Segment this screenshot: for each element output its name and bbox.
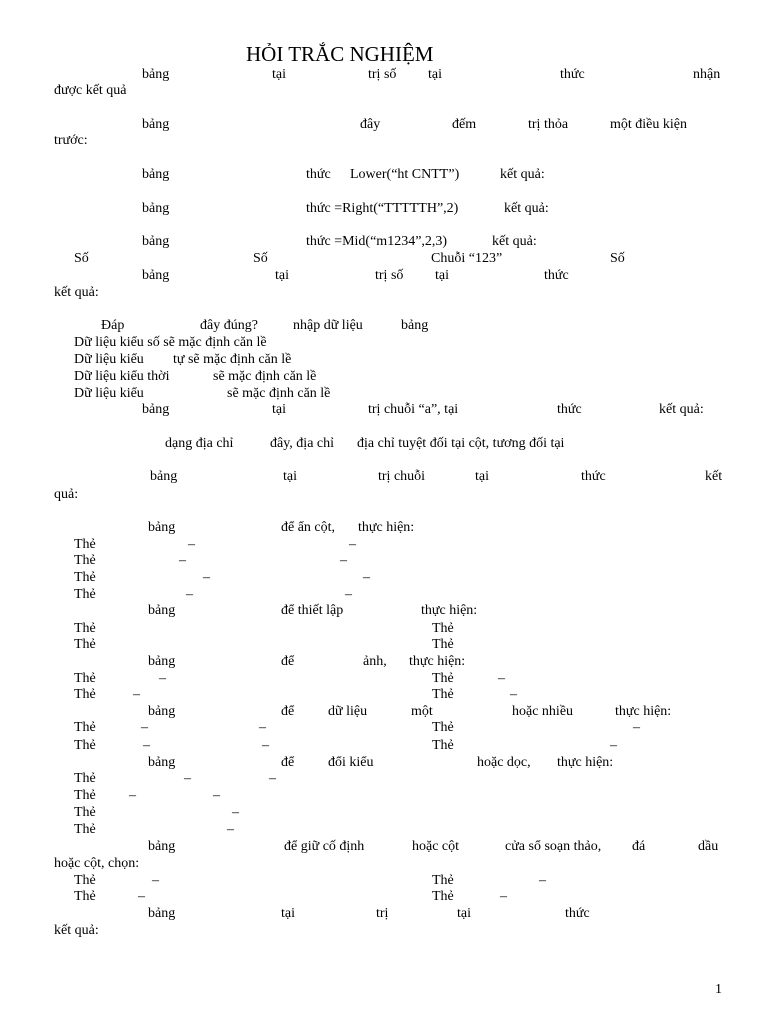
text-fragment: thức xyxy=(557,402,582,417)
text-fragment: bảng xyxy=(142,117,170,132)
text-fragment: – xyxy=(539,873,546,888)
text-fragment: bảng xyxy=(142,67,170,82)
text-fragment: được kết quả xyxy=(54,83,127,98)
text-fragment: Thẻ xyxy=(432,621,454,636)
text-fragment: – xyxy=(510,687,517,702)
text-fragment: thức xyxy=(544,268,569,283)
text-fragment: kết quả: xyxy=(504,201,549,216)
text-fragment: thực hiện: xyxy=(358,520,415,535)
text-fragment: đây xyxy=(360,117,381,132)
text-fragment: đổi kiểu xyxy=(328,755,374,770)
text-fragment: tự sẽ mặc định căn lề xyxy=(173,352,292,367)
text-fragment: – xyxy=(152,873,159,888)
text-fragment: Thẻ xyxy=(74,720,96,735)
text-fragment: Thẻ xyxy=(74,671,96,686)
text-fragment: thức xyxy=(565,906,590,921)
text-fragment: trị thỏa xyxy=(528,117,569,132)
text-fragment: thức xyxy=(581,469,606,484)
text-fragment: sẽ mặc định căn lề xyxy=(213,369,317,384)
text-fragment: Số xyxy=(610,251,625,266)
text-fragment: – xyxy=(186,587,193,602)
text-fragment: để giữ cố định xyxy=(284,839,365,854)
text-fragment: Thẻ xyxy=(74,788,96,803)
text-fragment: thức xyxy=(560,67,585,82)
text-fragment: bảng xyxy=(148,906,176,921)
text-fragment: Thẻ xyxy=(74,873,96,888)
text-fragment: tại xyxy=(275,268,289,283)
text-fragment: một xyxy=(411,704,433,719)
text-fragment: kết quả: xyxy=(500,167,545,182)
text-fragment: hoặc cột, chọn: xyxy=(54,856,140,871)
text-fragment: dầu xyxy=(698,839,719,854)
text-fragment: Số xyxy=(253,251,268,266)
text-fragment: Lower(“ht CNTT”) xyxy=(350,167,460,182)
text-fragment: kết xyxy=(705,469,723,484)
text-fragment: Dữ liệu kiểu thời xyxy=(74,369,170,384)
text-fragment: – xyxy=(133,687,140,702)
text-fragment: trước: xyxy=(54,133,88,148)
text-fragment: tại xyxy=(475,469,489,484)
text-fragment: – xyxy=(269,771,276,786)
text-fragment: cửa sổ soạn thảo, xyxy=(505,839,602,854)
text-fragment: – xyxy=(184,771,191,786)
text-fragment: để xyxy=(281,755,295,770)
text-fragment: tại xyxy=(281,906,295,921)
text-fragment: Thẻ xyxy=(74,637,96,652)
text-fragment: – xyxy=(179,553,186,568)
text-fragment: Thẻ xyxy=(432,687,454,702)
page-number: 1 xyxy=(715,982,722,997)
text-fragment: đây, địa chỉ xyxy=(270,436,335,451)
page-title: HỎI TRẮC NGHIỆM xyxy=(246,42,434,66)
text-fragment: dữ liệu xyxy=(328,704,368,719)
text-fragment: để thiết lập xyxy=(281,603,344,618)
text-fragment: tại xyxy=(283,469,297,484)
text-fragment: kết quả: xyxy=(54,923,99,938)
text-fragment: thức =Mid(“m1234”,2,3) xyxy=(306,234,448,249)
text-fragment: – xyxy=(610,738,617,753)
text-fragment: – xyxy=(498,671,505,686)
text-fragment: Thẻ xyxy=(74,889,96,904)
text-fragment: dạng địa chỉ xyxy=(165,436,234,451)
text-fragment: – xyxy=(188,537,195,552)
text-fragment: – xyxy=(262,738,269,753)
text-fragment: bảng xyxy=(142,167,170,182)
text-fragment: Thẻ xyxy=(432,873,454,888)
text-fragment: – xyxy=(129,788,136,803)
text-fragment: trị chuỗi xyxy=(378,469,426,484)
text-fragment: Dữ liệu kiểu số sẽ mặc định căn lề xyxy=(74,335,267,350)
text-fragment: bảng xyxy=(148,755,176,770)
text-fragment: kết quả: xyxy=(659,402,704,417)
text-fragment: đá xyxy=(632,839,646,854)
text-fragment: Thẻ xyxy=(432,738,454,753)
text-fragment: bảng xyxy=(142,402,170,417)
text-fragment: Chuỗi “123” xyxy=(431,251,503,266)
text-fragment: ảnh, xyxy=(363,654,387,669)
text-fragment: – xyxy=(232,805,239,820)
text-fragment: Thẻ xyxy=(74,805,96,820)
text-fragment: đây đúng? xyxy=(200,318,258,333)
text-fragment: trị xyxy=(376,906,389,921)
text-fragment: nhập dữ liệu xyxy=(293,318,363,333)
text-fragment: Thẻ xyxy=(432,671,454,686)
text-fragment: Thẻ xyxy=(432,720,454,735)
text-fragment: thực hiện: xyxy=(557,755,614,770)
text-fragment: – xyxy=(340,553,347,568)
text-fragment: để xyxy=(281,704,295,719)
text-fragment: thực hiện: xyxy=(421,603,478,618)
text-fragment: – xyxy=(500,889,507,904)
text-fragment: Thẻ xyxy=(74,587,96,602)
text-fragment: Dữ liệu kiểu xyxy=(74,386,144,401)
text-fragment: Số xyxy=(74,251,89,266)
text-fragment: bảng xyxy=(150,469,178,484)
text-fragment: thực hiện: xyxy=(615,704,672,719)
text-fragment: kết quả: xyxy=(492,234,537,249)
text-fragment: tại xyxy=(272,402,286,417)
text-fragment: Đáp xyxy=(101,318,125,333)
text-fragment: – xyxy=(143,738,150,753)
text-fragment: Thẻ xyxy=(432,637,454,652)
text-fragment: bảng xyxy=(148,603,176,618)
text-fragment: hoặc nhiều xyxy=(512,704,574,719)
text-fragment: – xyxy=(349,537,356,552)
text-fragment: Thẻ xyxy=(74,570,96,585)
text-fragment: hoặc cột xyxy=(412,839,460,854)
text-fragment: tại xyxy=(272,67,286,82)
text-fragment: tại xyxy=(428,67,442,82)
text-fragment: bảng xyxy=(142,268,170,283)
text-fragment: Thẻ xyxy=(74,537,96,552)
text-fragment: Thẻ xyxy=(74,621,96,636)
text-fragment: bảng xyxy=(142,201,170,216)
text-fragment: – xyxy=(227,822,234,837)
text-fragment: tại xyxy=(457,906,471,921)
text-fragment: nhận xyxy=(693,67,721,82)
text-fragment: để xyxy=(281,654,295,669)
text-fragment: – xyxy=(259,720,266,735)
text-fragment: trị số xyxy=(375,268,404,283)
text-fragment: bảng xyxy=(148,839,176,854)
text-fragment: thực hiện: xyxy=(409,654,466,669)
text-fragment: địa chỉ tuyệt đối tại cột, tương đối tại xyxy=(357,436,565,451)
text-fragment: – xyxy=(138,889,145,904)
text-fragment: – xyxy=(345,587,352,602)
text-fragment: quả: xyxy=(54,487,79,502)
text-fragment: – xyxy=(141,720,148,735)
text-fragment: – xyxy=(633,720,640,735)
text-fragment: bảng xyxy=(148,654,176,669)
text-fragment: bảng xyxy=(401,318,429,333)
text-fragment: bảng xyxy=(148,520,176,535)
text-fragment: đếm xyxy=(452,117,477,132)
text-fragment: – xyxy=(213,788,220,803)
text-fragment: tại xyxy=(435,268,449,283)
text-fragment: trị chuỗi “a”, tại xyxy=(368,402,459,417)
text-fragment: thức =Right(“TTTTTH”,2) xyxy=(306,201,459,216)
text-fragment: bảng xyxy=(148,704,176,719)
text-fragment: Thẻ xyxy=(432,889,454,904)
text-fragment: – xyxy=(203,570,210,585)
text-fragment: – xyxy=(363,570,370,585)
text-fragment: hoặc dọc, xyxy=(477,755,531,770)
text-fragment: trị số xyxy=(368,67,397,82)
text-fragment: bảng xyxy=(142,234,170,249)
text-fragment: Thẻ xyxy=(74,822,96,837)
text-fragment: để ẩn cột, xyxy=(281,520,336,535)
text-fragment: Thẻ xyxy=(74,738,96,753)
text-fragment: Thẻ xyxy=(74,553,96,568)
text-fragment: kết quả: xyxy=(54,285,99,300)
text-fragment: – xyxy=(159,671,166,686)
text-fragment: Dữ liệu kiểu xyxy=(74,352,144,367)
text-fragment: Thẻ xyxy=(74,771,96,786)
text-fragment: thức xyxy=(306,167,331,182)
text-fragment: một điều kiện xyxy=(610,117,687,132)
text-fragment: sẽ mặc định căn lề xyxy=(227,386,331,401)
text-fragment: Thẻ xyxy=(74,687,96,702)
